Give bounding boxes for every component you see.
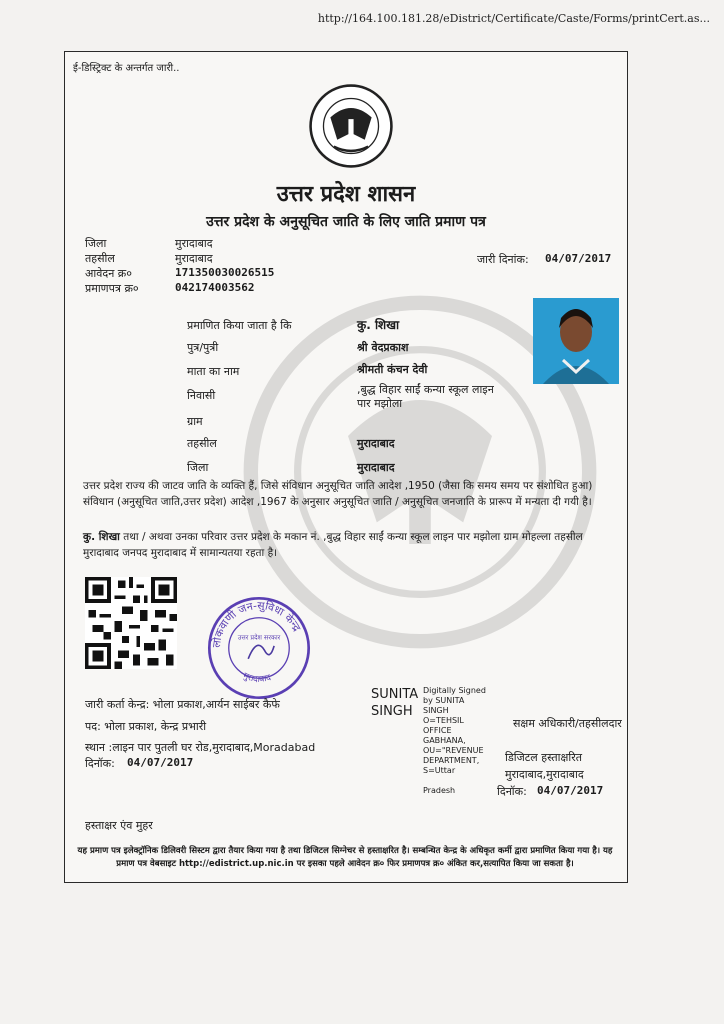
signer-name-line1: SUNITA — [371, 687, 419, 702]
issuer-date-label: दिनॉक: — [85, 757, 115, 770]
officer-date-label: दिनॉक: — [497, 785, 527, 798]
meta-label-tehsil: तहसील — [85, 252, 115, 265]
digital-sign-note: डिजिटल हस्ताक्षरित — [505, 751, 582, 764]
meta-label-application: आवेदन क्र० — [85, 267, 132, 280]
meta-value-district: मुरादाबाद — [175, 237, 213, 250]
signature-line: by SUNITA — [423, 696, 465, 705]
officer-place: मुरादाबाद,मुरादाबाद — [505, 768, 584, 781]
meta-value-application: 171350030026515 — [175, 266, 275, 279]
field-value-parent: श्री वेदप्रकाश — [357, 341, 409, 354]
field-value-mother: श्रीमती कंचन देवी — [357, 363, 428, 376]
officer-title: सक्षम अधिकारी/तहसीलदार — [513, 717, 622, 730]
signature-line: O=TEHSIL — [423, 716, 464, 725]
issuer-date: 04/07/2017 — [127, 756, 194, 769]
issuer-center: जारी कर्ता केन्द्र: भोला प्रकाश,आर्यन साईबर कैफे — [85, 698, 280, 711]
qr-code-icon — [85, 577, 177, 669]
issuer-post: पद: भोला प्रकाश, केन्द्र प्रभारी — [85, 720, 207, 733]
field-value-name: कु. शिखा — [357, 318, 400, 332]
meta-label-certificate: प्रमाणपत्र क्र० — [85, 282, 139, 295]
signature-line: OFFICE — [423, 726, 452, 735]
certificate-frame — [64, 51, 628, 883]
field-label-village: ग्राम — [187, 415, 203, 428]
residence-person-name: कु. शिखा — [83, 531, 120, 543]
svg-text:मुरादाबाद — [241, 671, 272, 685]
field-label-parent: पुत्र/पुत्री — [187, 341, 219, 354]
signer-name-line2: SINGH — [371, 704, 413, 719]
signature-line: DEPARTMENT, — [423, 756, 480, 765]
browser-url: http://164.100.181.28/eDistrict/Certificate/Caste/Forms/printCert.as... — [317, 12, 710, 25]
signature-line: SINGH — [423, 706, 449, 715]
field-value-district: मुरादाबाद — [357, 461, 395, 474]
officer-date: 04/07/2017 — [537, 784, 604, 797]
residence-statement — [83, 529, 615, 561]
field-label-tehsil: तहसील — [187, 437, 217, 450]
signer-name — [371, 686, 418, 720]
issue-date: 04/07/2017 — [545, 252, 612, 265]
caste-statement: उत्तर प्रदेश राज्य की जाटव जाति के व्यक्ति हैं, जिसे संविधान अनुसूचित जाति आदेश ,1950 (जैसा कि समय समय पर संशोधित हुआ) संविधान (अनुसूचित जाति,उत्तर प्रदेश) आदेश ,1967 के अनुसार अनुसूचित जाति / अनुसूचित जनजाति के प्रारूप में मन्यता दी गयी है। — [83, 480, 593, 508]
header-note: ई-डिस्ट्रिक्ट के अन्तर्गत जारी.. — [73, 63, 180, 74]
issuer-place: स्थान :लाइन पार पुतली घर रोड,मुरादाबाद,Moradabad — [85, 741, 316, 754]
stamp-inner: उत्तर प्रदेश सरकार — [237, 633, 281, 642]
center-stamp-icon — [205, 594, 313, 702]
certificate-title: उत्तर प्रदेश के अनुसूचित जाति के लिए जाति प्रमाण पत्र — [206, 214, 486, 230]
field-label-mother: माता का नाम — [187, 365, 240, 378]
applicant-photo — [533, 298, 619, 384]
field-label-district: जिला — [187, 461, 209, 474]
signature-line: OU="REVENUE — [423, 746, 484, 755]
sign-seal-label: हस्ताक्षर एंव मुहर — [85, 819, 153, 832]
signature-line: S=Uttar — [423, 766, 456, 775]
signature-line — [423, 776, 486, 786]
government-title: उत्तर प्रदेश शासन — [276, 182, 416, 207]
up-government-emblem-icon — [308, 83, 394, 169]
issue-date-label: जारी दिनांक: — [477, 253, 529, 266]
meta-label-district: जिला — [85, 237, 107, 250]
stamp-text: लोकवाणी जन-सुविधा केन्द्र — [209, 599, 304, 649]
field-label-name: प्रमाणित किया जाता है कि — [187, 319, 292, 332]
field-label-resident: निवासी — [187, 389, 216, 402]
meta-value-certificate: 042174003562 — [175, 281, 255, 294]
person-photo-icon — [533, 298, 619, 384]
footer-note: यह प्रमाण पत्र इलेक्ट्रॉनिक डिलिवरी सिस्टम द्वारा तैयार किया गया है तथा डिजिटल सिग्नेचर से हस्ताक्षरित है। सम्बन्धित केन्द्र के अधिकृत कर्मी द्वारा प्रमाणित किया गया है। यह प्रमाण पत्र वेबसाइट http://edistrict.up.nic.in पर इसका पहले आवेदन क्र० फिर प्रमाणपत्र क्र० अंकित कर,सत्यापित किया जा सकता है। — [77, 846, 613, 869]
signature-line: GABHANA, — [423, 736, 466, 745]
residence-text: तथा / अथवा उनका परिवार उत्तर प्रदेश के मकान नं. ,बुद्ध विहार साईं कन्या स्कूल लाइन पार मझोला ग्राम मोहल्ला तहसील मुरादाबाद जनपद मुरादाबाद में सामान्यतया रहता है। — [83, 531, 583, 559]
field-value-resident: ,बुद्ध विहार साईं कन्या स्कूल लाइन — [357, 383, 494, 396]
field-value-tehsil: मुरादाबाद — [357, 437, 395, 450]
signature-line: Digitally Signed — [423, 686, 486, 695]
stamp-place: मुरादाबाद — [241, 671, 273, 685]
meta-value-tehsil: मुरादाबाद — [175, 252, 213, 265]
field-value-resident-line2: पार मझोला — [357, 397, 403, 410]
signature-line: Pradesh — [423, 786, 456, 795]
signature-details — [423, 686, 486, 796]
